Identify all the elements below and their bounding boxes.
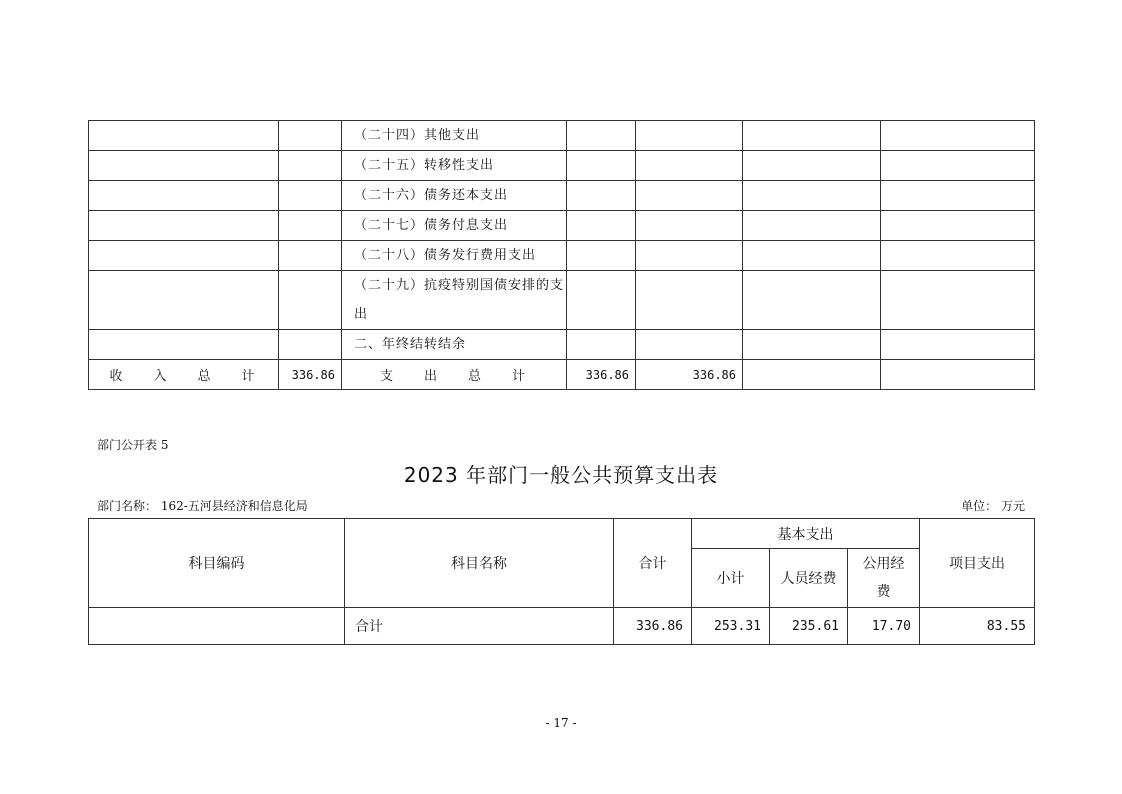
expense-item: 二、年终结转结余 [342,330,567,360]
expense-total-value: 336.86 [567,360,636,390]
header-total: 合计 [614,519,692,608]
table-caption: 部门公开表 5 [97,438,169,452]
page-number: - 17 - [545,716,577,730]
header-row [89,519,1035,549]
expense-total-label: 支 出 总 计 [342,360,567,390]
row-personnel: 235.61 [770,608,848,645]
total-row [89,360,1035,390]
header-personnel: 人员经费 [770,549,848,608]
row-name: 合计 [345,608,614,645]
table-row [89,151,1035,181]
table-row [89,181,1035,211]
row-project: 83.55 [920,608,1035,645]
header-name: 科目名称 [345,519,614,608]
income-total-label: 收 入 总 计 [89,360,279,390]
header-subtotal: 小计 [692,549,770,608]
upper-budget-table [88,120,1035,390]
expense-item-line2: 出 [354,307,369,322]
table-row [89,121,1035,151]
header-basic: 基本支出 [692,519,920,549]
header-code: 科目编码 [89,519,345,608]
expense-item: （二十八）债务发行费用支出 [342,241,567,271]
table-row [89,211,1035,241]
expense-item: （二十五）转移性支出 [342,151,567,181]
row-code [89,608,345,645]
table-row [89,608,1035,645]
general-budget-table [88,518,1035,645]
row-public: 17.70 [848,608,920,645]
income-total-value: 336.86 [279,360,342,390]
expense-item: （二十七）债务付息支出 [342,211,567,241]
expense-item: （二十六）债务还本支出 [342,181,567,211]
table-row [89,271,1035,330]
row-total: 336.86 [614,608,692,645]
expense-item-line1: （二十九）抗疫特别国债安排的支 [354,278,565,293]
expense-item [342,271,567,330]
expense-total-value-2: 336.86 [636,360,743,390]
unit-label: 单位： 万元 [961,499,1025,513]
row-subtotal: 253.31 [692,608,770,645]
header-project: 项目支出 [920,519,1035,608]
header-public: 公用经 费 [848,549,920,608]
table-row [89,241,1035,271]
expense-item: （二十四）其他支出 [342,121,567,151]
department-name: 部门名称： 162-五河县经济和信息化局 [97,499,308,513]
table-row [89,330,1035,360]
page-title: 2023 年部门一般公共预算支出表 [403,463,719,487]
